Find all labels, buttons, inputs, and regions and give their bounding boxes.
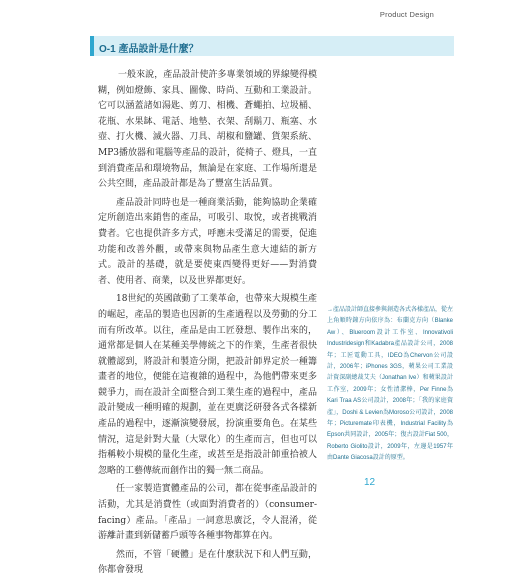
page-number: 12 <box>364 477 376 488</box>
page-title: O-1 產品設計是什麼？ <box>99 44 199 55</box>
image-caption-sidenote: →產品設計師直接參與創造各式各樣產品，從左上角順時鐘方向依序為：布蘭克方向（Blanke Aw）、Blueroom設計工作室、Innovativoli Industridesign和Kadabra產品設計公司，2008年；工匠電動工具，IDEO為Chervon公司設計，2006年；iPhones 3GS，蘋果公司工業設計資深副總裁艾夫（Jonathan Ive）和蘋果設計工作室，2009年；女性清潔棒，Per Finne為Kari Traa AS公司設計，2008年；「我的家庭資產」，Doshi & Levien為Moroso公司設計，2008年；Picturemate印表機，Industrial Facility為Epson共同設計，2005年；復古設計Fiat 500，Roberto Giolito設計，2009年，左邊是1957年由Dante Giacosa設計的原型。 <box>327 307 454 462</box>
title-bar <box>90 36 454 56</box>
title-accent-stripe <box>90 36 94 56</box>
paragraph: 任一家製造實體產品的公司，都在從事產品設計的活動，尤其是消費性（或面對消費者的）（consumer-facing）產品。「產品」一詞意思廣泛，令人混淆，從游離計畫到新儲蓄戶頭等各種事物都算在內。 <box>98 484 317 542</box>
paragraph: 18世紀的英國啟動了工業革命，也帶來大規模生產的崛起，產品的製造也因新的生產過程以及勞動的分工而有所改革。以往，產品是由工匠發想、製作出來的，通常都是個人在某種美學傳統之下的作業，生產者很快就體認到，將設計和製造分開，把設計師界定於一種籌畫者的地位，便能在這複雜的過程中，為他們帶來更多競爭力，而在設計全面整合到工業生產的過程中，產品設計變成一種明確的規劃，並在更廣泛研發各式各樣新產品的過程中，逐漸演變發展，扮演重要角色。在某些情況，這是針對大量（大眾化）的生產而言，但也可以指稱較小規模的量化生產，或甚至是指設計師重拾被人忽略的工藝傳統而創作出的獨一無二商品。 <box>98 294 317 476</box>
main-text-column <box>98 68 317 582</box>
section-header: Product Design <box>379 10 434 19</box>
paragraph: 產品設計同時也是一種商業活動，能夠協助企業確定所創造出來銷售的產品，可吸引、取悅，或者挑戰消費者。它也提供許多方式，呼應未受滿足的需要，促進功能和改善外觀，或帶來與物品產生意大連結的新方式。設計的基礎，就是要使東西變得更好——對消費者、使用者、商業，以及世界都更好。 <box>98 197 317 286</box>
paragraph: 一般來說，產品設計使許多專業領域的界線變得模糊，例如燈飾、家具、圖像、時尚、互動和工業設計。它可以涵蓋諸如湯匙、剪刀、相機、蒼蠅拍、垃圾桶、花瓶、水果缽、電話、地墊、衣架、刮鬍刀、瓶塞、水壺、打火機、滅火器、刀具、胡椒和鹽罐、貨架系統、MP3播放器和電腦等產品的設計，從椅子、燈具，一直到消費產品和環境物品，無論是在家庭、工作場所還是公共空間，產品設計都是為了豐富生活品質。 <box>98 70 317 190</box>
paragraph: 然而，不管「硬體」是在什麼狀況下和人們互動，你都會發現 <box>98 549 317 576</box>
